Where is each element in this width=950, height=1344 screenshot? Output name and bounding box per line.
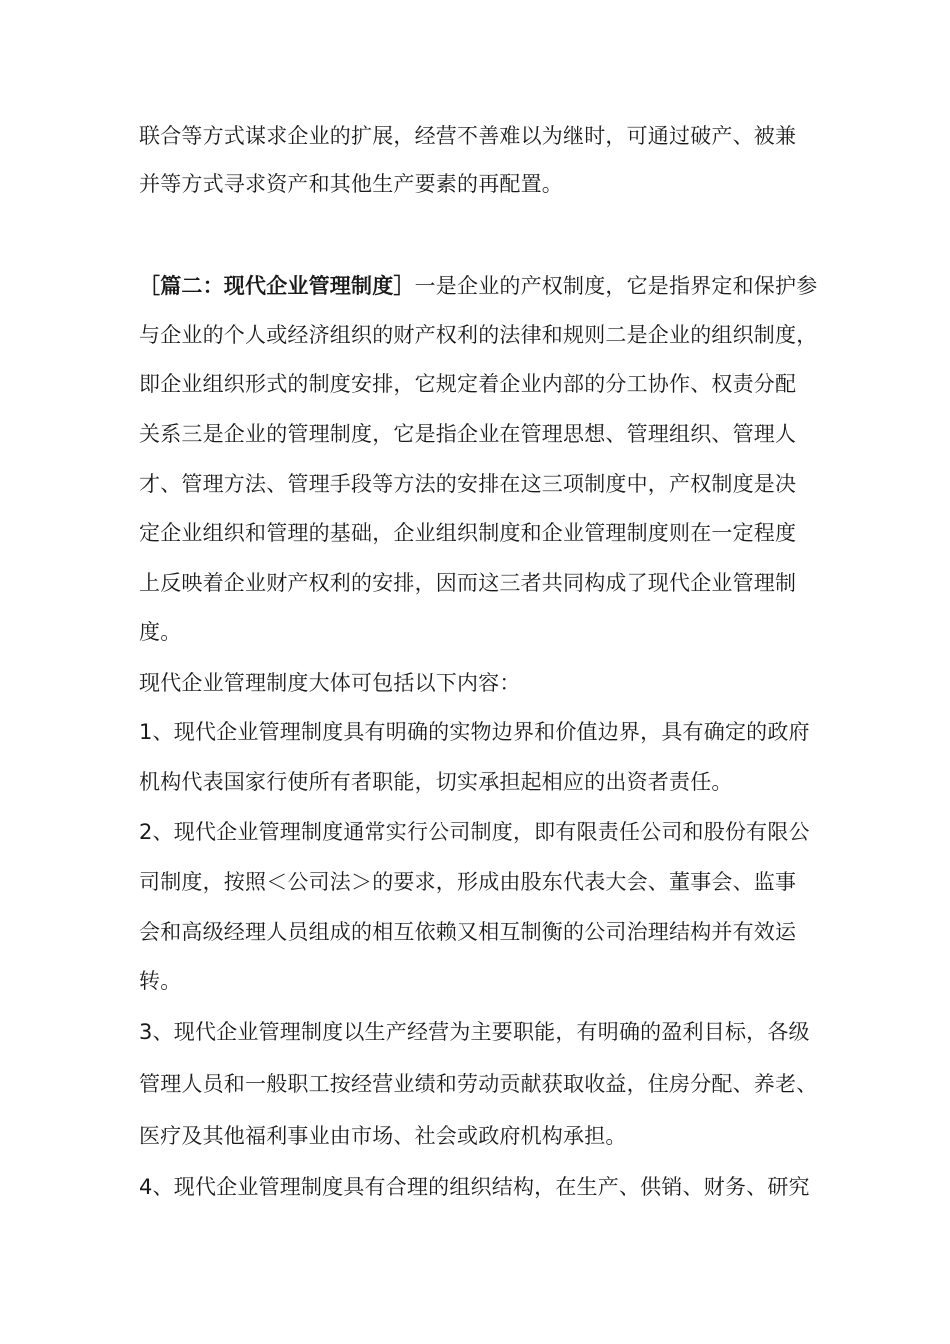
section-paragraph-first-line xyxy=(139,271,829,301)
text-line: 联合等方式谋求企业的扩展，经营不善难以为继时，可通过破产、被兼 xyxy=(139,124,797,148)
list-item-4-line: 4、现代企业管理制度具有合理的组织结构，在生产、供销、财务、研究 xyxy=(139,1175,810,1199)
text-line: 定企业组织和管理的基础，企业组织制度和企业管理制度则在一定程度 xyxy=(139,521,797,545)
list-item-3-line: 管理人员和一般职工按经营业绩和劳动贡献获取收益，住房分配、养老、 xyxy=(139,1072,818,1096)
list-item-2-line: 司制度，按照＜公司法＞的要求，形成由股东代表大会、董事会、监事 xyxy=(139,870,797,894)
text-line: 并等方式寻求资产和其他生产要素的再配置。 xyxy=(139,172,563,196)
list-item-2-line: 转。 xyxy=(139,969,182,993)
list-item-1-line: 机构代表国家行使所有者职能，切实承担起相应的出资者责任。 xyxy=(139,770,733,794)
text-line: 即企业组织形式的制度安排，它规定着企业内部的分工协作、权责分配 xyxy=(139,372,797,396)
text-line: 一是企业的产权制度，它是指界定和保护参 xyxy=(414,274,818,298)
list-item-3-line: 医疗及其他福利事业由市场、社会或政府机构承担。 xyxy=(139,1124,627,1148)
list-item-3-line: 3、现代企业管理制度以生产经营为主要职能，有明确的盈利目标，各级 xyxy=(139,1020,810,1044)
list-item-2-line: 会和高级经理人员组成的相互依赖又相互制衡的公司治理结构并有效运 xyxy=(139,920,797,944)
list-item-2-line: 2、现代企业管理制度通常实行公司制度，即有限责任公司和股份有限公 xyxy=(139,820,810,844)
text-line: 度。 xyxy=(139,620,182,644)
text-line: 上反映着企业财产权利的安排，因而这三者共同构成了现代企业管理制 xyxy=(139,571,797,595)
list-item-1-line: 1、现代企业管理制度具有明确的实物边界和价值边界，具有确定的政府 xyxy=(139,720,810,744)
text-line: 关系三是企业的管理制度，它是指企业在管理思想、管理组织、管理人 xyxy=(139,422,797,446)
section-heading: ［篇二：现代企业管理制度］ xyxy=(139,274,415,298)
text-line: 与企业的个人或经济组织的财产权利的法律和规则二是企业的组织制度， xyxy=(139,323,818,347)
text-line: 才、管理方法、管理手段等方法的安排在这三项制度中，产权制度是决 xyxy=(139,472,797,496)
list-intro: 现代企业管理制度大体可包括以下内容： xyxy=(139,671,521,695)
